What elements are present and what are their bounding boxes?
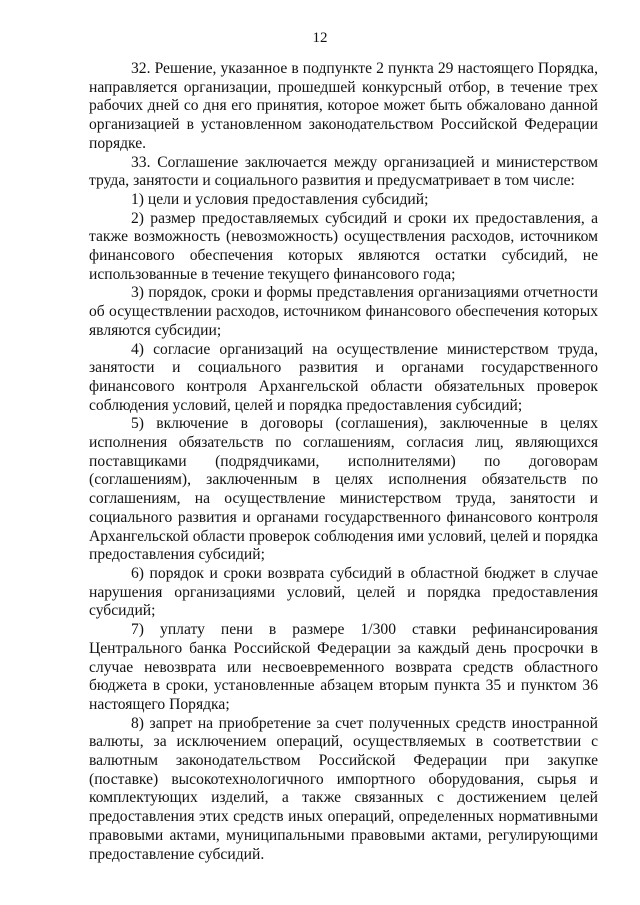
list-item-2: 2) размер предоставляемых субсидий и сроки их предоставления, а также возможность (невозможность) осуществления расходов, источником финансового обеспечения которых являются остатки субсидий, не использованные в течение текущего финансового года; [89,209,598,283]
list-item-5: 5) включение в договоры (соглашения), заключенные в целях исполнения обязательств по соглашениям, согласия лиц, являющихся поставщиками (подрядчиками, исполнителями) по договорам (соглашениям), заключенным в целях исполнения обязательств по соглашениям, на осуществление министерством труда, занятости и социального развития и органами государственного финансового контроля Архангельской области проверок соблюдения ими условий, целей и порядка предоставления субсидий; [89,415,598,564]
paragraph-33: 33. Соглашение заключается между организацией и министерством труда, занятости и социального развития и предусматривает в том числе: [89,153,598,190]
page-number: 12 [312,30,328,46]
list-item-8: 8) запрет на приобретение за счет полученных средств иностранной валюты, за исключением операций, осуществляемых в соответствии с валютным законодательством Российской Федерации при закупке (поставке) высокотехнологичного импортного оборудования, сырья и комплектующих изделий, а также связанных с достижением целей предоставления этих средств иных операций, определенных нормативными правовыми актами, муниципальными правовыми актами, регулирующими предоставление субсидий. [89,714,598,863]
list-item-3: 3) порядок, сроки и формы представления организациями отчетности об осуществлении расходов, источником финансового обеспечения которых являются субсидии; [89,284,598,339]
list-item-7: 7) уплату пени в размере 1/300 ставки рефинансирования Центрального банка Российской Федерации за каждый день просрочки в случае невозврата или несвоевременного возврата средств областного бюджета в сроки, установленные абзацем вторым пункта 35 и пунктом 36 настоящего Порядка; [89,621,598,713]
list-item-1: 1) цели и условия предоставления субсидий; [131,190,429,208]
list-item-4: 4) согласие организаций на осуществление министерством труда, занятости и социального развития и органами государственного финансового контроля Архангельской области обязательных проверок соблюдения условий, целей и порядка предоставления субсидий; [89,340,598,414]
list-item-6: 6) порядок и сроки возврата субсидий в областной бюджет в случае нарушения организациями условий, целей и порядка предоставления субсидий; [89,564,598,620]
paragraph-32: 32. Решение, указанное в подпункте 2 пункта 29 настоящего Порядка, направляется организации, прошедшей конкурсный отбор, в течение трех рабочих дней со дня его принятия, которое может быть обжаловано данной организацией в установленном законодательством Российской Федерации порядке. [89,60,598,152]
document-body [89,60,598,864]
